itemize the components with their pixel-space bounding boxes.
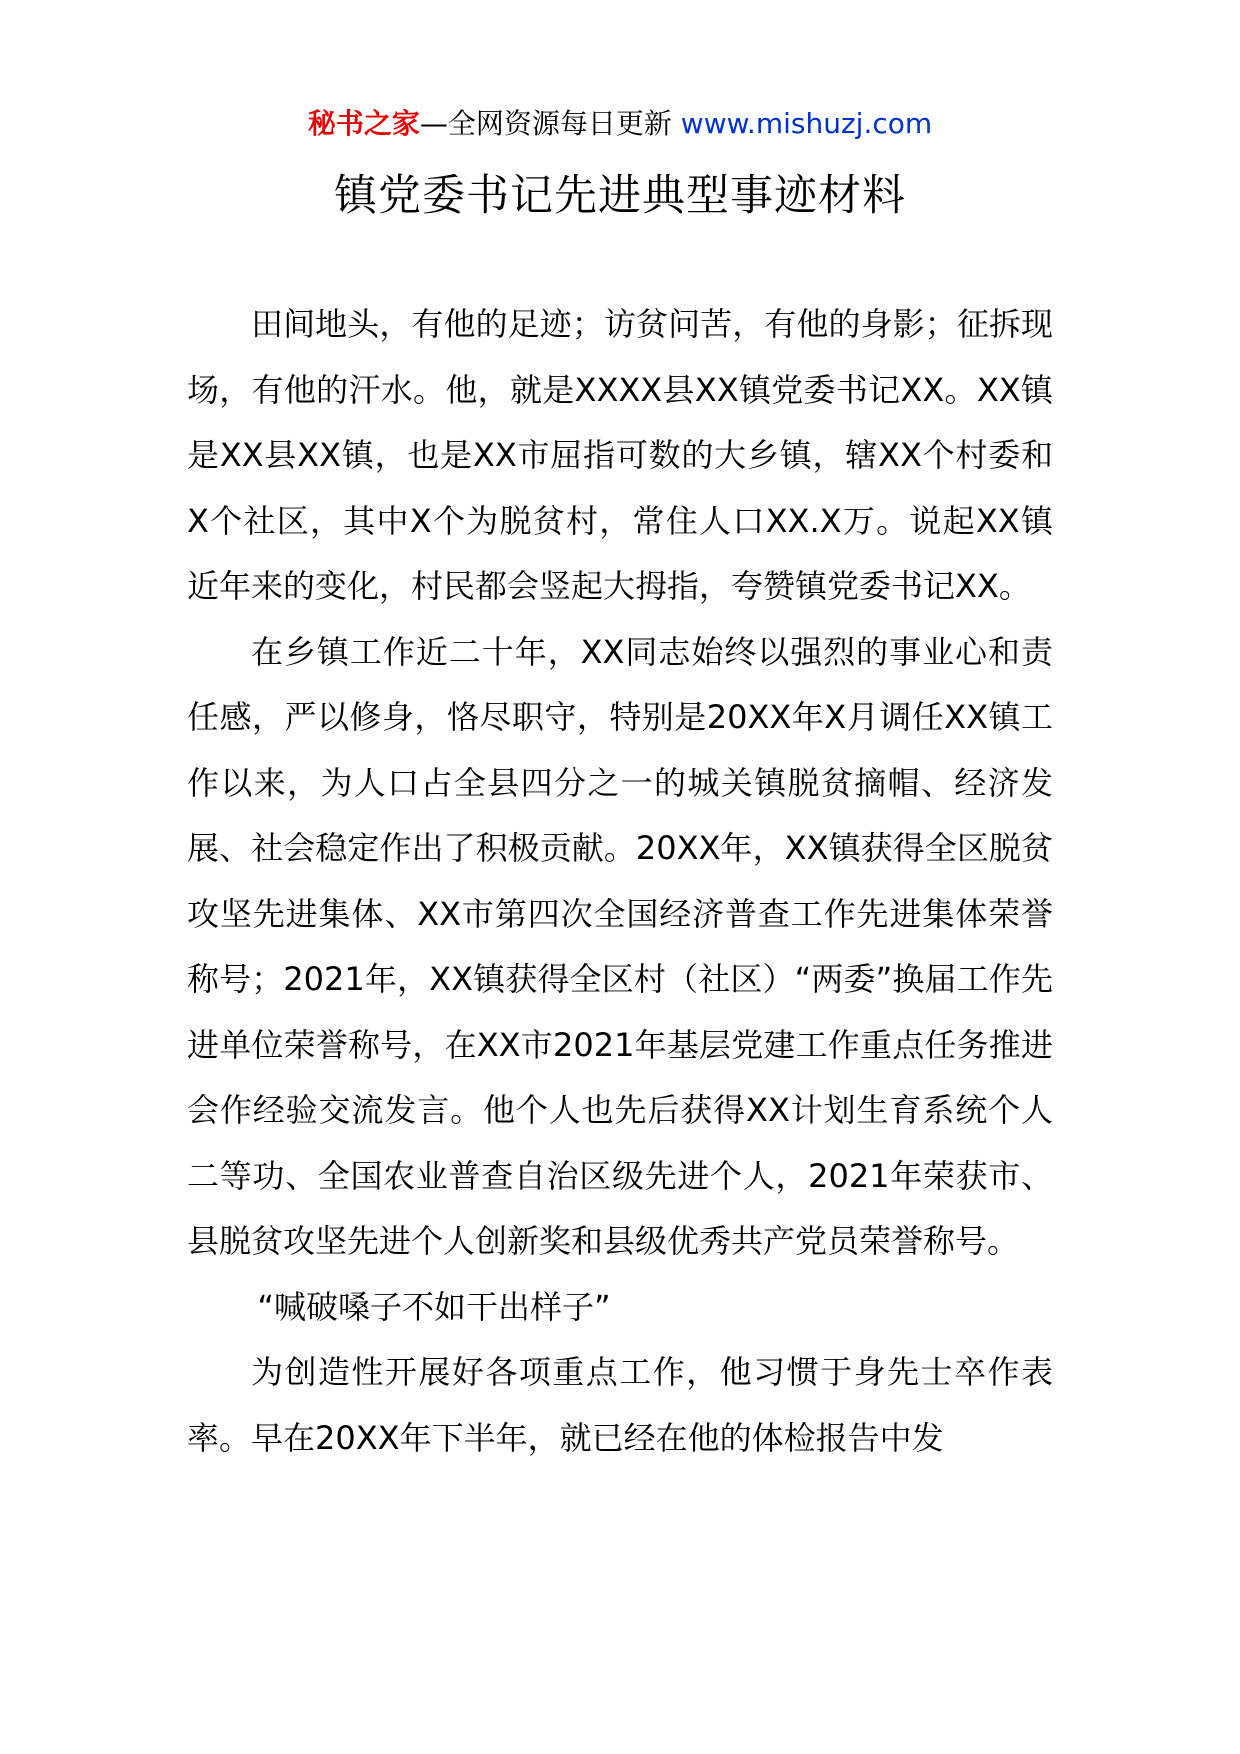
site-url-link[interactable]: www.mishuzj.com — [680, 107, 933, 140]
brand-name: 秘书之家 — [307, 107, 420, 140]
section-subheading: “喊破嗓子不如干出样子” — [257, 1287, 611, 1326]
header-tagline: —全网资源每日更新 — [419, 107, 672, 140]
site-header — [0, 104, 1240, 144]
paragraph: 为创造性开展好各项重点工作，他习惯于身先士卒作表率。早在20XX年下半年，就已经在他的体检报告中发 — [187, 1353, 1053, 1457]
document-title: 镇党委书记先进典型事迹材料 — [334, 171, 906, 221]
paragraph: 在乡镇工作近二十年，XX同志始终以强烈的事业心和责任感，严以修身，恪尽职守，特别是20XX年X月调任XX镇工作以来，为人口占全县四分之一的城关镇脱贫摘帽、经济发展、社会稳定作出了积极贡献。20XX年，XX镇获得全区脱贫攻坚先进集体、XX市第四次全国经济普查工作先进集体荣誉称号；2021年，XX镇获得全区村（社区）“两委”换届工作先进单位荣誉称号，在XX市2021年基层党建工作重点任务推进会作经验交流发言。他个人也先后获得XX计划生育系统个人二等功、全国农业普查自治区级先进个人，2021年荣获市、县脱贫攻坚先进个人创新奖和县级优秀共产党员荣誉称号。 — [187, 632, 1053, 1260]
document-body — [187, 292, 1053, 1471]
paragraph: 田间地头，有他的足迹；访贫问苦，有他的身影；征拆现场，有他的汗水。他，就是XXXX县XX镇党委书记XX。XX镇是XX县XX镇，也是XX市屈指可数的大乡镇，辖XX个村委和X个社区，其中X个为脱贫村，常住人口XX.X万。说起XX镇近年来的变化，村民都会竖起大拇指，夸赞镇党委书记XX。 — [187, 305, 1053, 605]
